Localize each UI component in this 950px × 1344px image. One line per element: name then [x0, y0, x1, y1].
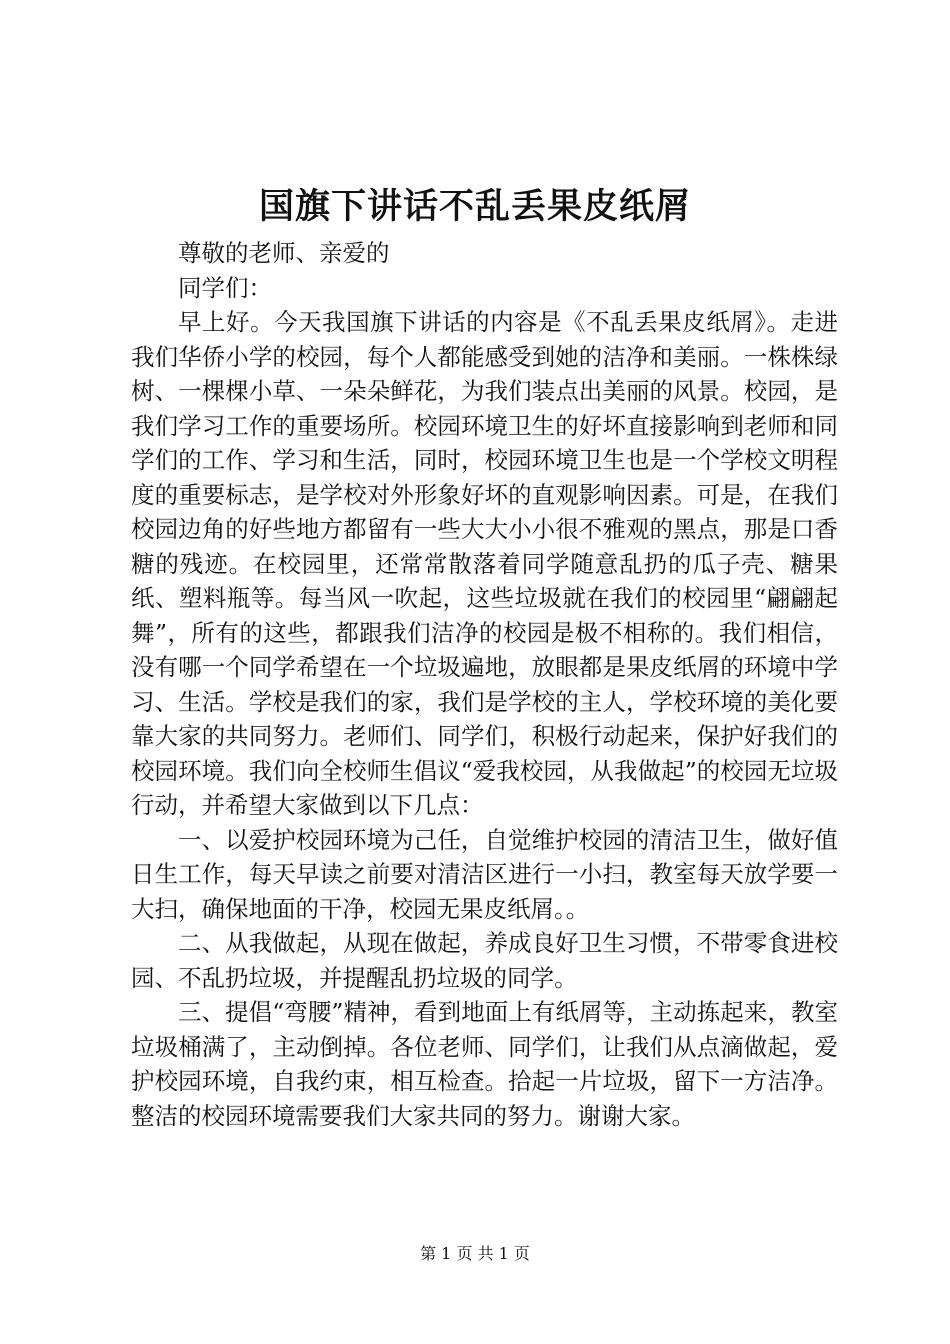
body-paragraph: 二、从我做起，从现在做起，养成良好卫生习惯，不带零食进校园、不乱扔垃圾，并提醒乱扔垃圾的同学。	[131, 929, 838, 992]
body-paragraph: 一、以爱护校园环境为己任，自觉维护校园的清洁卫生，做好值日生工作，每天早读之前要对清洁区进行一小扫，教室每天放学要一大扫，确保地面的干净，校园无果皮纸屑。。	[131, 825, 838, 923]
greeting-line: 尊敬的老师、亲爱的	[178, 239, 390, 267]
page-footer: 第 1 页 共 1 页	[420, 1244, 530, 1263]
greeting-line: 同学们：	[178, 273, 272, 302]
document-title: 国旗下讲话不乱丢果皮纸屑	[258, 186, 691, 227]
body-paragraph: 早上好。今天我国旗下讲话的内容是《不乱丢果皮纸屑》。走进我们华侨小学的校园，每个人都能感受到她的洁净和美丽。一株株绿树、一棵棵小草、一朵朵鲜花，为我们装点出美丽的风景。校园，是我们学习工作的重要场所。校园环境卫生的好坏直接影响到老师和同学们的工作、学习和生活，同时，校园环境卫生也是一个学校文明程度的重要标志，是学校对外形象好坏的直观影响因素。可是，在我们校园边角的好些地方都留有一些大大小小很不雅观的黑点，那是口香糖的残迹。在校园里，还常常散落着同学随意乱扔的瓜子壳、糖果纸、塑料瓶等。每当风一吹起，这些垃圾就在我们的校园里“翩翩起舞”，所有的这些，都跟我们洁净的校园是极不相称的。我们相信，没有哪一个同学希望在一个垃圾遍地，放眼都是果皮纸屑的环境中学习、生活。学校是我们的家，我们是学校的主人，学校环境的美化要靠大家的共同努力。老师们、同学们，积极行动起来，保护好我们的校园环境。我们向全校师生倡议“爱我校园，从我做起”的校园无垃圾行动，并希望大家做到以下几点：	[131, 308, 838, 819]
body-paragraph: 三、提倡“弯腰”精神，看到地面上有纸屑等，主动拣起来，教室垃圾桶满了，主动倒掉。各位老师、同学们，让我们从点滴做起，爱护校园环境，自我约束，相互检查。拾起一片垃圾，留下一方洁净。整洁的校园环境需要我们大家共同的努力。谢谢大家。	[131, 998, 838, 1130]
document-body	[131, 236, 838, 1133]
